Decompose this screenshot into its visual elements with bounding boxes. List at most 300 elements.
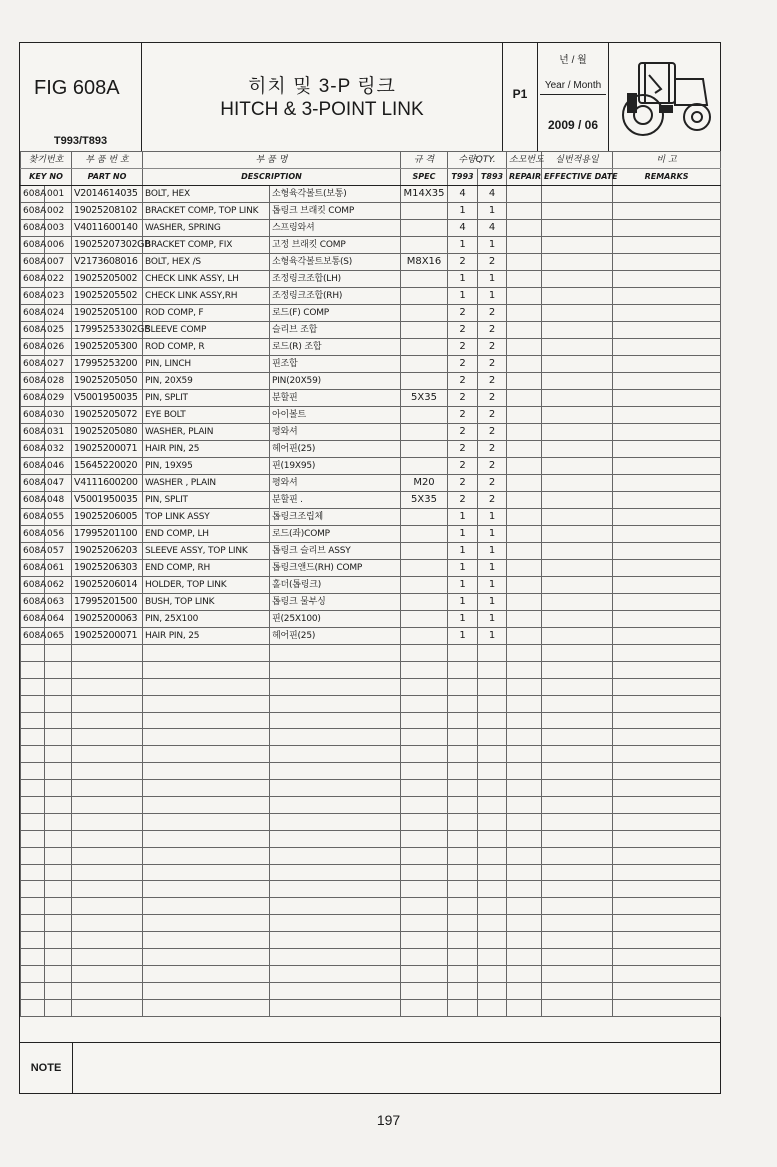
sheet-header (20, 43, 720, 152)
row-remarks (613, 965, 721, 982)
row-fig (21, 645, 45, 662)
row-qty-t893: 1 (478, 577, 507, 594)
row-remarks (613, 678, 721, 695)
table-row-empty (21, 695, 721, 712)
row-repair (507, 237, 542, 254)
table-row (21, 594, 721, 611)
row-spec (401, 999, 448, 1016)
row-description-korean (270, 965, 401, 982)
year-month-korean: 년 / 월 (559, 55, 587, 66)
row-part-no (72, 678, 143, 695)
row-key-no: 046 (45, 458, 72, 475)
row-remarks (613, 746, 721, 763)
row-remarks (613, 712, 721, 729)
row-spec (401, 729, 448, 746)
row-repair (507, 813, 542, 830)
row-remarks (613, 322, 721, 339)
row-key-no (45, 712, 72, 729)
row-description-korean (270, 746, 401, 763)
row-fig: 608A (21, 203, 45, 220)
row-spec (401, 780, 448, 797)
table-row-empty (21, 999, 721, 1016)
row-fig (21, 881, 45, 898)
table-row (21, 373, 721, 390)
row-description-korean (270, 982, 401, 999)
table-row (21, 577, 721, 594)
col-remarks-en: REMARKS (613, 169, 721, 186)
figure-cell (20, 43, 142, 151)
row-effective-date (542, 492, 613, 509)
row-description (143, 915, 270, 932)
row-description-korean: 톱링크앤드(RH) COMP (270, 560, 401, 577)
row-description (143, 763, 270, 780)
table-row (21, 628, 721, 645)
row-spec (401, 830, 448, 847)
row-key-no: 048 (45, 492, 72, 509)
row-description-korean: 아이볼트 (270, 407, 401, 424)
row-remarks (613, 254, 721, 271)
row-qty-t893 (478, 915, 507, 932)
row-description-korean (270, 780, 401, 797)
row-remarks (613, 932, 721, 949)
col-spec-en: SPEC (401, 169, 448, 186)
row-spec (401, 763, 448, 780)
row-remarks (613, 356, 721, 373)
row-part-no: V4111600200 (72, 475, 143, 492)
row-fig (21, 712, 45, 729)
table-row (21, 203, 721, 220)
row-effective-date (542, 424, 613, 441)
row-qty-t893 (478, 797, 507, 814)
row-remarks (613, 645, 721, 662)
row-qty-t993: 2 (448, 407, 478, 424)
row-effective-date (542, 237, 613, 254)
row-description-korean: 분할핀 (270, 390, 401, 407)
row-fig: 608A (21, 254, 45, 271)
row-repair (507, 830, 542, 847)
row-fig: 608A (21, 577, 45, 594)
row-repair (507, 441, 542, 458)
row-key-no (45, 965, 72, 982)
row-effective-date (542, 373, 613, 390)
row-description-korean: 소형육각볼트(보통) (270, 186, 401, 203)
row-remarks (613, 813, 721, 830)
row-qty-t893: 2 (478, 407, 507, 424)
row-repair (507, 509, 542, 526)
row-part-no (72, 813, 143, 830)
row-key-no: 002 (45, 203, 72, 220)
title-cell (142, 43, 503, 151)
row-remarks (613, 999, 721, 1016)
row-spec (401, 949, 448, 966)
row-qty-t993: 2 (448, 441, 478, 458)
row-qty-t993 (448, 915, 478, 932)
row-qty-t893 (478, 965, 507, 982)
row-remarks (613, 864, 721, 881)
row-qty-t993 (448, 780, 478, 797)
row-spec (401, 678, 448, 695)
row-description-korean: 톱링크조립체 (270, 509, 401, 526)
row-repair (507, 254, 542, 271)
row-spec: 5X35 (401, 390, 448, 407)
row-spec (401, 407, 448, 424)
row-part-no (72, 746, 143, 763)
row-qty-t993: 2 (448, 390, 478, 407)
parts-table (20, 151, 721, 1017)
row-effective-date (542, 594, 613, 611)
row-spec (401, 526, 448, 543)
row-fig (21, 661, 45, 678)
row-fig (21, 915, 45, 932)
row-qty-t893 (478, 830, 507, 847)
row-qty-t993: 4 (448, 220, 478, 237)
row-key-no (45, 729, 72, 746)
table-row-empty (21, 678, 721, 695)
row-description: BUSH, TOP LINK (143, 594, 270, 611)
col-qty-t893: T893 (478, 169, 507, 186)
row-part-no: 19025205050 (72, 373, 143, 390)
row-repair (507, 560, 542, 577)
row-fig: 608A (21, 526, 45, 543)
row-effective-date (542, 305, 613, 322)
row-key-no: 006 (45, 237, 72, 254)
row-qty-t893 (478, 864, 507, 881)
row-key-no (45, 661, 72, 678)
page-number: 197 (376, 1112, 401, 1128)
row-effective-date (542, 864, 613, 881)
row-remarks (613, 288, 721, 305)
row-fig: 608A (21, 475, 45, 492)
row-repair (507, 949, 542, 966)
col-spec-ko: 규 격 (401, 152, 448, 169)
row-description: EYE BOLT (143, 407, 270, 424)
row-description-korean (270, 915, 401, 932)
row-spec (401, 509, 448, 526)
row-fig: 608A (21, 543, 45, 560)
table-row (21, 186, 721, 203)
row-description (143, 847, 270, 864)
row-description-korean: 분할핀 . (270, 492, 401, 509)
row-spec: M20 (401, 475, 448, 492)
row-description-korean (270, 898, 401, 915)
row-effective-date (542, 898, 613, 915)
row-qty-t893 (478, 763, 507, 780)
row-description: BOLT, HEX /S (143, 254, 270, 271)
row-qty-t993 (448, 746, 478, 763)
row-key-no (45, 982, 72, 999)
row-qty-t893: 1 (478, 594, 507, 611)
row-repair (507, 982, 542, 999)
table-row (21, 220, 721, 237)
row-part-no: V2173608016 (72, 254, 143, 271)
row-description (143, 965, 270, 982)
table-row (21, 254, 721, 271)
row-key-no: 065 (45, 628, 72, 645)
row-qty-t893: 1 (478, 611, 507, 628)
row-description-korean: 조정링크조합(RH) (270, 288, 401, 305)
row-qty-t993 (448, 847, 478, 864)
row-description-korean (270, 645, 401, 662)
row-description (143, 982, 270, 999)
table-row-empty (21, 864, 721, 881)
row-effective-date (542, 932, 613, 949)
row-key-no: 064 (45, 611, 72, 628)
row-description (143, 729, 270, 746)
row-description (143, 780, 270, 797)
col-desc-en: DESCRIPTION (143, 169, 401, 186)
row-qty-t893: 1 (478, 271, 507, 288)
row-qty-t893: 1 (478, 526, 507, 543)
row-key-no (45, 695, 72, 712)
row-effective-date (542, 186, 613, 203)
table-row-empty (21, 729, 721, 746)
row-qty-t993: 1 (448, 237, 478, 254)
row-repair (507, 847, 542, 864)
row-effective-date (542, 458, 613, 475)
row-fig: 608A (21, 509, 45, 526)
table-row (21, 475, 721, 492)
row-repair (507, 712, 542, 729)
row-qty-t993 (448, 932, 478, 949)
table-row-empty (21, 645, 721, 662)
row-description: BRACKET COMP, TOP LINK (143, 203, 270, 220)
table-row-empty (21, 965, 721, 982)
table-row (21, 458, 721, 475)
row-key-no: 030 (45, 407, 72, 424)
row-spec (401, 271, 448, 288)
row-description-korean: 조정링크조합(LH) (270, 271, 401, 288)
row-qty-t993 (448, 661, 478, 678)
row-key-no (45, 898, 72, 915)
row-description (143, 932, 270, 949)
row-qty-t893 (478, 999, 507, 1016)
row-repair (507, 881, 542, 898)
row-repair (507, 475, 542, 492)
row-qty-t993 (448, 965, 478, 982)
row-description-korean: 홀더(톱링크) (270, 577, 401, 594)
col-repair-ko: 소모번도 (507, 152, 542, 169)
row-repair (507, 390, 542, 407)
row-spec (401, 932, 448, 949)
row-repair (507, 424, 542, 441)
row-qty-t993: 1 (448, 203, 478, 220)
row-remarks (613, 847, 721, 864)
row-effective-date (542, 339, 613, 356)
table-row-empty (21, 780, 721, 797)
row-repair (507, 373, 542, 390)
row-key-no: 028 (45, 373, 72, 390)
row-part-no (72, 982, 143, 999)
row-qty-t893: 2 (478, 254, 507, 271)
row-description-korean: 스프링와셔 (270, 220, 401, 237)
row-description-korean (270, 729, 401, 746)
row-effective-date (542, 949, 613, 966)
row-qty-t993 (448, 695, 478, 712)
row-effective-date (542, 288, 613, 305)
row-qty-t993: 1 (448, 543, 478, 560)
row-description: CHECK LINK ASSY,RH (143, 288, 270, 305)
row-key-no: 003 (45, 220, 72, 237)
row-qty-t993: 1 (448, 288, 478, 305)
row-qty-t893 (478, 695, 507, 712)
row-part-no: 17995201100 (72, 526, 143, 543)
row-description (143, 864, 270, 881)
row-description (143, 712, 270, 729)
row-effective-date (542, 322, 613, 339)
row-effective-date (542, 645, 613, 662)
row-part-no: 19025206203 (72, 543, 143, 560)
row-remarks (613, 695, 721, 712)
row-qty-t893 (478, 729, 507, 746)
row-description-korean (270, 999, 401, 1016)
row-effective-date (542, 526, 613, 543)
row-remarks (613, 797, 721, 814)
row-effective-date (542, 729, 613, 746)
row-description-korean (270, 661, 401, 678)
row-repair (507, 763, 542, 780)
row-qty-t993: 1 (448, 611, 478, 628)
table-row-empty (21, 661, 721, 678)
row-fig: 608A (21, 271, 45, 288)
row-description (143, 797, 270, 814)
row-description-korean: 톱링크 슬리브 ASSY (270, 543, 401, 560)
row-fig (21, 695, 45, 712)
row-qty-t993: 1 (448, 560, 478, 577)
row-fig: 608A (21, 373, 45, 390)
note-row (20, 1042, 720, 1094)
row-fig: 608A (21, 594, 45, 611)
row-spec (401, 441, 448, 458)
row-key-no (45, 915, 72, 932)
row-remarks (613, 339, 721, 356)
row-fig (21, 982, 45, 999)
row-part-no: 17995253302GB (72, 322, 143, 339)
table-row (21, 288, 721, 305)
row-part-no (72, 797, 143, 814)
row-fig (21, 932, 45, 949)
row-description-korean: 톱링크 브래킷 COMP (270, 203, 401, 220)
row-description-korean: 고정 브래킷 COMP (270, 237, 401, 254)
table-row (21, 407, 721, 424)
row-qty-t993: 2 (448, 356, 478, 373)
row-part-no (72, 780, 143, 797)
row-qty-t893 (478, 847, 507, 864)
row-qty-t993 (448, 881, 478, 898)
table-row (21, 492, 721, 509)
col-key-ko: 찾기번호 (21, 152, 72, 169)
row-repair (507, 729, 542, 746)
row-description: HOLDER, TOP LINK (143, 577, 270, 594)
row-description-korean: PIN(20X59) (270, 373, 401, 390)
row-qty-t993 (448, 813, 478, 830)
table-row (21, 305, 721, 322)
row-effective-date (542, 881, 613, 898)
row-effective-date (542, 390, 613, 407)
row-fig (21, 763, 45, 780)
row-spec: 5X35 (401, 492, 448, 509)
row-key-no: 061 (45, 560, 72, 577)
row-description: TOP LINK ASSY (143, 509, 270, 526)
row-description (143, 813, 270, 830)
row-description (143, 999, 270, 1016)
row-description (143, 661, 270, 678)
row-repair (507, 898, 542, 915)
row-part-no: V5001950035 (72, 492, 143, 509)
row-effective-date (542, 999, 613, 1016)
row-key-no (45, 830, 72, 847)
table-row (21, 611, 721, 628)
row-key-no (45, 864, 72, 881)
row-fig: 608A (21, 407, 45, 424)
row-qty-t893 (478, 982, 507, 999)
row-description (143, 695, 270, 712)
table-row-empty (21, 932, 721, 949)
row-qty-t993 (448, 712, 478, 729)
row-part-no: 19025206303 (72, 560, 143, 577)
row-description: CHECK LINK ASSY, LH (143, 271, 270, 288)
row-remarks (613, 424, 721, 441)
row-spec: M14X35 (401, 186, 448, 203)
row-effective-date (542, 543, 613, 560)
row-effective-date (542, 356, 613, 373)
row-fig: 608A (21, 288, 45, 305)
table-row-empty (21, 813, 721, 830)
row-part-no: 17995253200 (72, 356, 143, 373)
row-description-korean (270, 695, 401, 712)
row-key-no: 029 (45, 390, 72, 407)
row-key-no: 022 (45, 271, 72, 288)
row-description: PIN, 19X95 (143, 458, 270, 475)
row-effective-date (542, 407, 613, 424)
row-spec (401, 339, 448, 356)
row-key-no: 031 (45, 424, 72, 441)
date-cell (538, 43, 609, 151)
row-effective-date (542, 271, 613, 288)
col-part-en: PART NO (72, 169, 143, 186)
row-description-korean: 핀조합 (270, 356, 401, 373)
row-spec (401, 288, 448, 305)
table-row-empty (21, 763, 721, 780)
row-description-korean: 헤어핀(25) (270, 628, 401, 645)
row-part-no (72, 729, 143, 746)
row-qty-t993: 2 (448, 339, 478, 356)
table-row (21, 543, 721, 560)
row-repair (507, 492, 542, 509)
row-effective-date (542, 509, 613, 526)
row-key-no (45, 881, 72, 898)
row-key-no (45, 746, 72, 763)
row-key-no (45, 813, 72, 830)
row-description-korean (270, 932, 401, 949)
row-repair (507, 458, 542, 475)
row-qty-t893: 2 (478, 458, 507, 475)
row-description (143, 949, 270, 966)
row-remarks (613, 305, 721, 322)
row-remarks (613, 560, 721, 577)
col-desc-ko: 부 품 명 (143, 152, 401, 169)
row-qty-t893: 2 (478, 339, 507, 356)
row-qty-t893 (478, 661, 507, 678)
row-description: WASHER, PLAIN (143, 424, 270, 441)
row-spec (401, 543, 448, 560)
row-part-no: 15645220020 (72, 458, 143, 475)
col-key-en: KEY NO (21, 169, 72, 186)
row-remarks (613, 390, 721, 407)
row-qty-t993: 2 (448, 492, 478, 509)
row-key-no (45, 999, 72, 1016)
row-qty-t893 (478, 645, 507, 662)
row-part-no: 19025207302GB (72, 237, 143, 254)
